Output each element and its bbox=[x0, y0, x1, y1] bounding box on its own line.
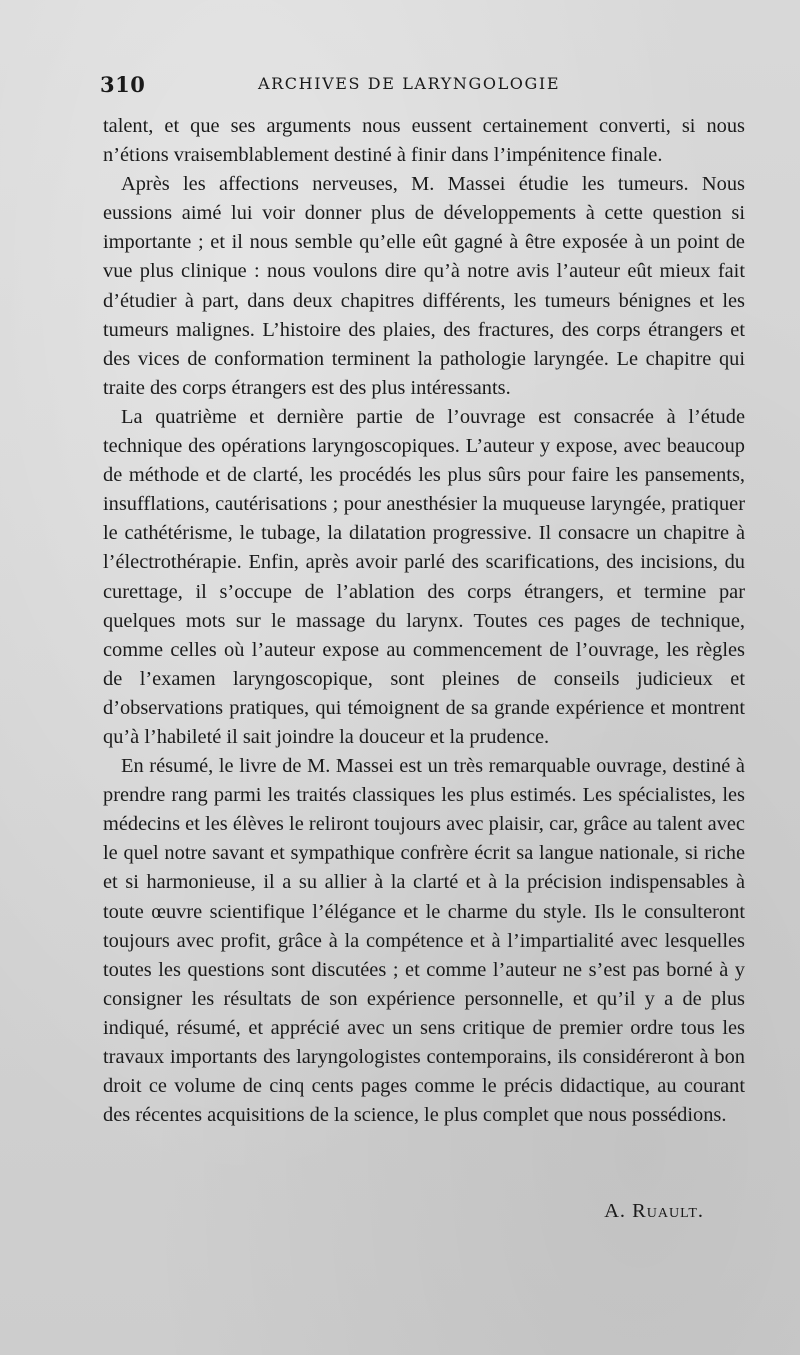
article-body bbox=[103, 112, 745, 1130]
author-signature bbox=[604, 1200, 704, 1223]
page-header bbox=[100, 72, 700, 102]
paragraph: Après les affections nerveuses, M. Massei étudie les tumeurs. Nous eussions aimé lui voir donner plus de développements à cette question si importante ; et il nous semble qu’elle eût gagné à être exposée à un point de vue plus clinique : nous voulons dire qu’à notre avis l’auteur eût mieux fait d’étudier à part, dans deux chapitres différents, les tumeurs bénignes et les tumeurs malignes. L’histoire des plaies, des fractures, des corps étrangers et des vices de conformation terminent la pathologie laryngée. Le chapitre qui traite des corps étrangers est des plus intéressants. bbox=[103, 173, 745, 399]
running-title: ARCHIVES DE LARYNGOLOGIE bbox=[258, 74, 561, 93]
author-initial: A. bbox=[604, 1200, 627, 1222]
paragraph: En résumé, le livre de M. Massei est un très remarquable ouvrage, destiné à prendre rang parmi les traités classiques les plus estimés. Les spécialistes, les médecins et les élèves le reliront toujours avec plaisir, car, grâce au talent avec le quel notre savant et sympathique confrère écrit sa langue nationale, si riche et si harmonieuse, il a su allier à la clarté et à la précision indispensables à toute œuvre scientifique l’élégance et le charme du style. Ils le consulteront toujours avec profit, grâce à la compétence et à l’impartialité avec lesquelles toutes les questions sont discutées ; et comme l’auteur ne s’est pas borné à y consigner les résultats de son expérience personnelle, et qu’il y a de plus indiqué, résumé, et apprécié avec un sens critique de premier ordre tous les travaux importants des laryngologistes contemporains, ils considéreront à bon droit ce volume de cinq cents pages comme le précis didactique, au courant des récentes acquisitions de la science, le plus complet que nous possédions. bbox=[103, 755, 745, 1127]
paragraph: La quatrième et dernière partie de l’ouvrage est consacrée à l’étude technique des opérations laryngoscopiques. L’auteur y expose, avec beaucoup de méthode et de clarté, les procédés les plus sûrs pour faire les pansements, insufflations, cautérisations ; pour anesthésier la muqueuse laryngée, pratiquer le cathétérisme, le tubage, la dilatation progressive. Il consacre un chapitre à l’électrothérapie. Enfin, après avoir parlé des scarifications, des incisions, du curettage, il s’occupe de l’ablation des corps étrangers, et termine par quelques mots sur le massage du larynx. Toutes ces pages de technique, comme celles où l’auteur expose au commencement de l’ouvrage, les règles de l’examen laryngoscopique, sont pleines de conseils judicieux et d’observations pratiques, qui témoignent de sa grande expérience et montrent qu’à l’habileté il sait joindre la douceur et la prudence. bbox=[103, 405, 745, 748]
author-name: Ruault. bbox=[632, 1200, 704, 1222]
paragraph: talent, et que ses arguments nous eussent certainement converti, si nous n’étions vraisemblablement destiné à finir dans l’impénitence finale. bbox=[103, 115, 745, 167]
page-number: 310 bbox=[100, 72, 146, 97]
